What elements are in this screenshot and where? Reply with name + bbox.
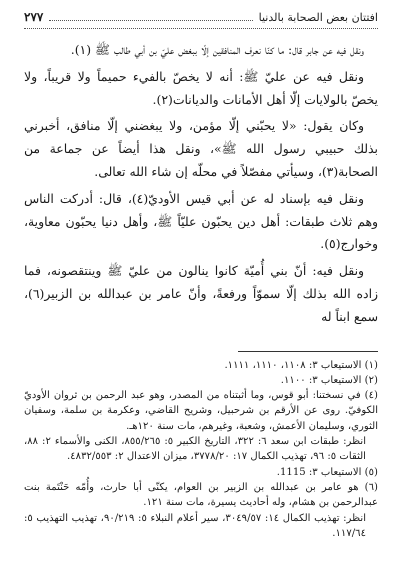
footnote-separator xyxy=(238,351,378,352)
paragraph: ونقل فيه عن عليّ ﷺ: أنه لا يخصّ بالفيء حميماً ولا قريباً، ولا يخصّ بالولايات إلّا أهل الأمانات والديانات(٢). xyxy=(24,68,378,107)
page-number: ٢٧٧ xyxy=(24,10,44,24)
header-title: افتتان بعض الصحابة بالدنيا xyxy=(258,11,378,24)
footnote: (٢) الاستيعاب ٣: ١١٠٠. xyxy=(280,374,378,386)
footnote-continuation: انظر: تهذيب الكمال ١٤: ٣٠٤٩/٥٧، سير أعلام النبلاء ٥: ٩٠/٢١٩، تهذيب التهذيب ٥: ١١٧/٦٤. xyxy=(24,512,367,539)
footnote: (٥) الاستيعاب ٣: 1115. xyxy=(276,466,378,478)
header-dotted-leader xyxy=(49,20,252,21)
footnotes xyxy=(24,358,378,542)
paragraph: وكان يقول: «لا يحبّني إلّا مؤمن، ولا يبغضني إلّا منافق، أخبرني بذلك حبيبي رسول الله ﷺ»، ونقل هذا أيضاً عن جماعة من الصحابة(٣)، وسيأتي مفصّلاً في محلّه إن شاء الله تعالى. xyxy=(24,118,378,179)
main-text xyxy=(24,39,378,329)
running-header xyxy=(24,10,378,29)
footnote: (٦) هو عامر بن عبدالله بن الزبير بن العوام، يكنّى أبا حارث، وأُمّه حَنْتَمة بنت عبدالرحمن بن هشام، وله أحاديث يسيرة، مات سنة ١٢١. xyxy=(24,481,378,509)
paragraph: ونقل فيه بإسناد له عن أبي قيس الأوديّ(٤)، قال: أدركت الناس وهم ثلاث طبقات: أهل دين يحبّون عليّاً ﷺ، وأهل دنيا يحبّون معاوية، وخوارج(٥). xyxy=(24,190,378,252)
footnote: (٤) في نسختنا: أبو قوس، وما أثبتناه من المصدر، وهو عبد الرحمن بن ثروان الأوديّ الكوفيّ. روى عن الأرقم بن شرحبيل، وشريح القاضي، وعكرمة بن سلمة، وسفيان الثوري، وسليمان الأعمش، وشعبة، وغيرهم، مات سنة ١٢٠هـ. xyxy=(24,390,378,432)
paragraph: ونقل فيه: أنّ بني أُميّة كانوا ينالون من عليّ ﷺ وينتقصونه، فما زاده الله بذلك إلّا سموّاً ورفعةً، وأنّ عامر بن عبدالله بن الزبير(٦)، سمع ابناً له xyxy=(24,263,378,324)
footnote-continuation: انظر: طبقات ابن سعد ٦: ٣٢٢، التاريخ الكبير ٥: ٨٥٥/٢٦٥، الكنى والأسماء ٢: ٨٨، الثقات ٥: ٩٦، تهذيب الكمال ١٧: ٣٧٧٨/٢٠، ميزان الاعتدال ٢: ٤٨٣٢/٥٥٣. xyxy=(24,436,367,463)
footnote: (١) الاستيعاب ٣: ١١٠٨، ١١١٠، ١١١١. xyxy=(224,359,378,371)
paragraph: ونقل فيه عن جابر قال: ما كنّا نعرف المنافقين إلّا ببغض عليّ بن أبي طالب ﷺ (١). xyxy=(70,42,364,57)
